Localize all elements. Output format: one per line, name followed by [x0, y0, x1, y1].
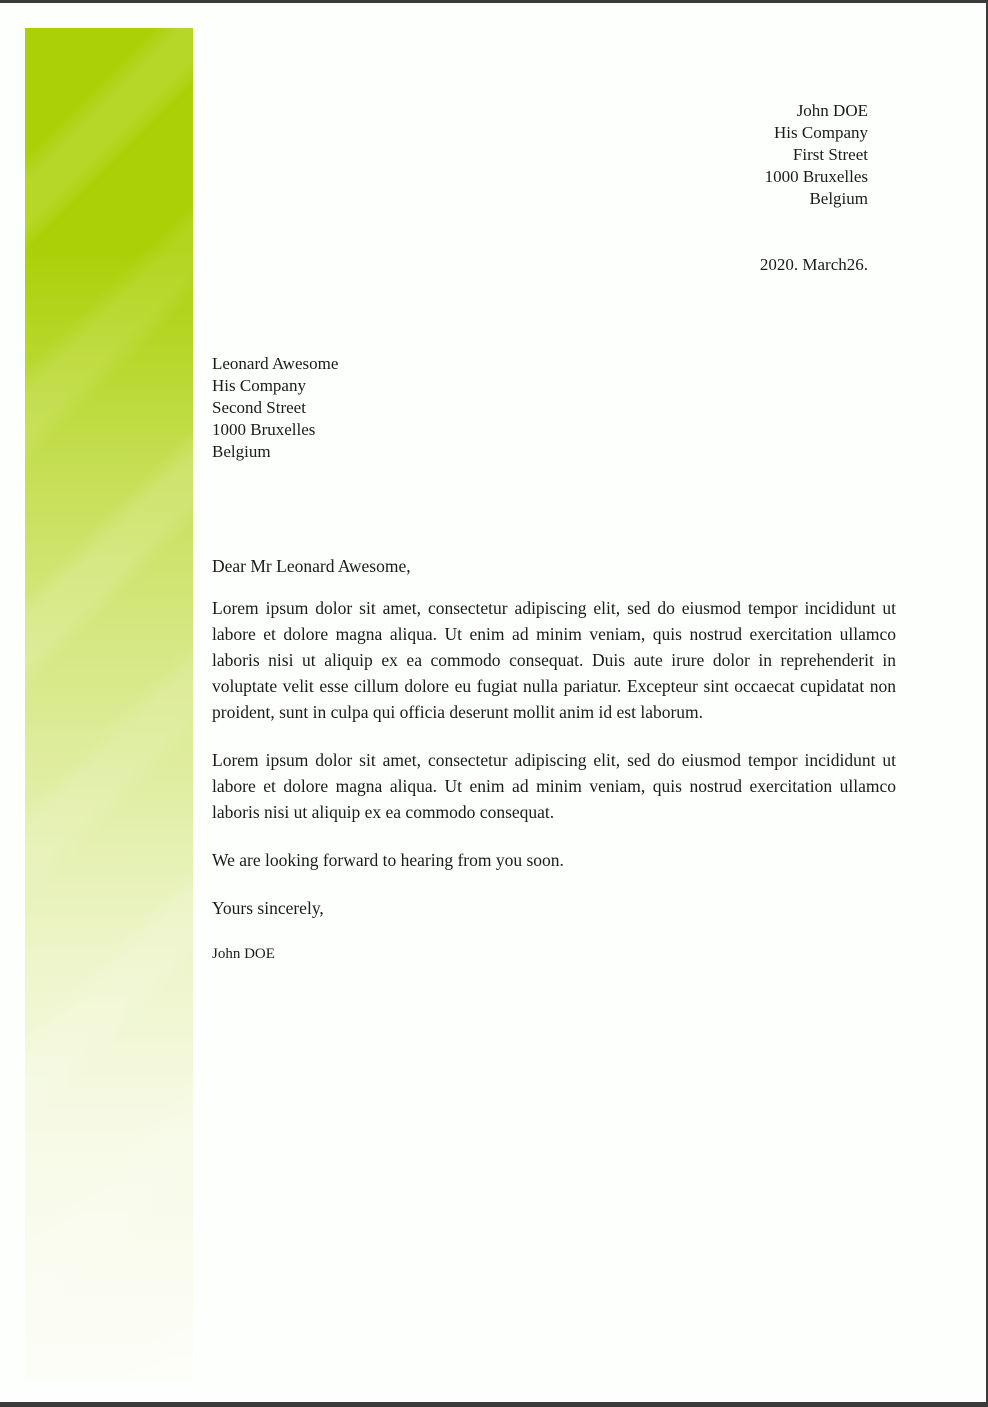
sender-name: John DOE	[796, 101, 868, 120]
viewport-edge-bottom	[0, 1402, 988, 1407]
sender-company: His Company	[774, 123, 868, 142]
recipient-address	[212, 353, 338, 463]
recipient-name: Leonard Awesome	[212, 354, 339, 373]
sender-street: First Street	[792, 145, 868, 164]
sender-city: 1000 Bruxelles	[764, 167, 868, 186]
body-paragraph-2: Lorem ipsum dolor sit amet, consectetur adipiscing elit, sed do eiusmod tempor incididunt ut labore et dolore magna aliqua. Ut enim ad minim veniam, quis nostrud exercitation ullamco laboris nisi ut aliquip ex ea commodo consequat.	[212, 750, 896, 822]
letter-date: 2020. March26.	[759, 255, 868, 274]
sender-address	[765, 100, 868, 210]
closing: Yours sincerely,	[212, 898, 324, 918]
recipient-city: 1000 Bruxelles	[212, 420, 316, 439]
recipient-street: Second Street	[212, 398, 306, 417]
letter-body	[212, 553, 896, 980]
accent-gradient-sidebar	[25, 28, 193, 1380]
body-paragraph-1: Lorem ipsum dolor sit amet, consectetur adipiscing elit, sed do eiusmod tempor incididunt ut labore et dolore magna aliqua. Ut enim ad minim veniam, quis nostrud exercitation ullamco laboris nisi ut aliquip ex ea commodo consequat. Duis aute irure dolor in reprehenderit in voluptate velit esse cillum dolore eu fugiat nulla pariatur. Excepteur sint occaecat cupidatat non proident, sunt in culpa qui officia deserunt mollit anim id est laborum.	[212, 598, 896, 722]
sender-country: Belgium	[809, 189, 868, 208]
recipient-country: Belgium	[212, 442, 271, 461]
body-paragraph-3: We are looking forward to hearing from you soon.	[212, 850, 564, 870]
viewport-edge-top	[0, 0, 988, 3]
recipient-company: His Company	[212, 376, 306, 395]
salutation: Dear Mr Leonard Awesome,	[212, 556, 411, 576]
signature: John DOE	[212, 946, 275, 962]
